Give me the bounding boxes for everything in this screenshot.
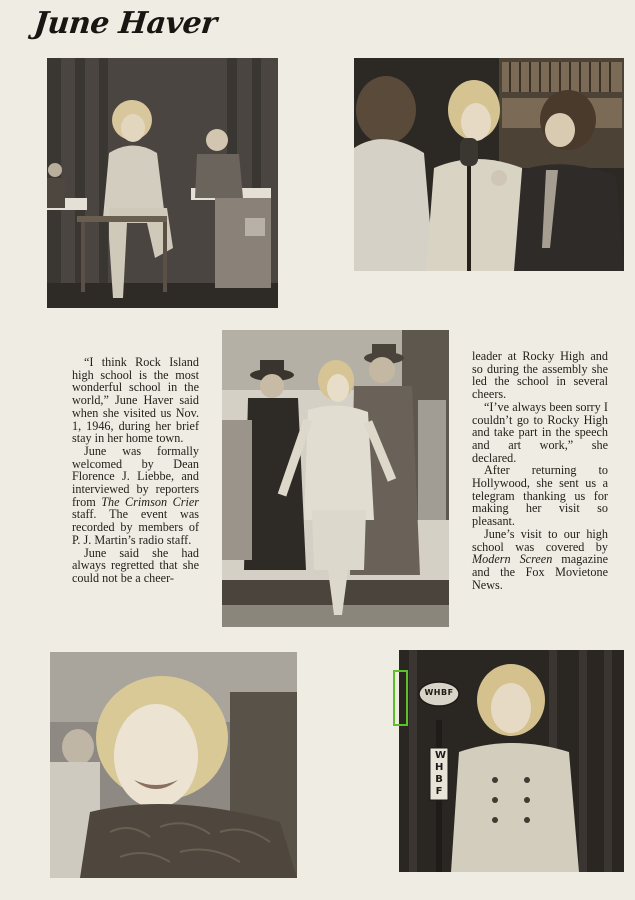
microphone-sign-top: WHBF — [424, 688, 454, 697]
photo-whbf-microphone — [399, 650, 624, 872]
photo-walking-crowd — [222, 330, 449, 627]
page-title: June Haver — [32, 6, 219, 41]
paragraph: “I’ve always been sorry I couldn’t go to Rocky High and take part in the speech and art work,” she declared. — [472, 399, 608, 465]
photo-closeup-fur — [50, 652, 297, 878]
paragraph: After returning to Hollywood, she sent us a telegram thanking us for making her visit so pleasant. — [472, 463, 608, 529]
paragraph: June’s visit to our high school was covered by Modern Screen magazine and the Fox Movietone News. — [472, 526, 608, 592]
article-right-column — [472, 350, 608, 591]
selection-highlight[interactable] — [393, 670, 408, 726]
paragraph: leader at Rocky High and so during the assembly she led the school in several cheers. — [472, 349, 608, 402]
paragraph: June was formally welcomed by Dean Florence J. Liebbe, and interviewed by reporters from The Crimson Crier staff. The event was recorded by members of P. J. Martin’s radio staff. — [72, 443, 199, 547]
article-left-column — [72, 356, 199, 585]
photo-interview-microphone — [354, 58, 624, 271]
paragraph: June said she had always regretted that she could not be a cheer- — [72, 545, 199, 585]
microphone-sign-vertical: WHBF — [435, 750, 447, 797]
paragraph: “I think Rock Island high school is the most wonderful school in the world,” June Haver said when she visited us Nov. 1, 1946, during her brief stay in her home town. — [72, 355, 199, 446]
photo-stage-seated — [47, 58, 278, 308]
